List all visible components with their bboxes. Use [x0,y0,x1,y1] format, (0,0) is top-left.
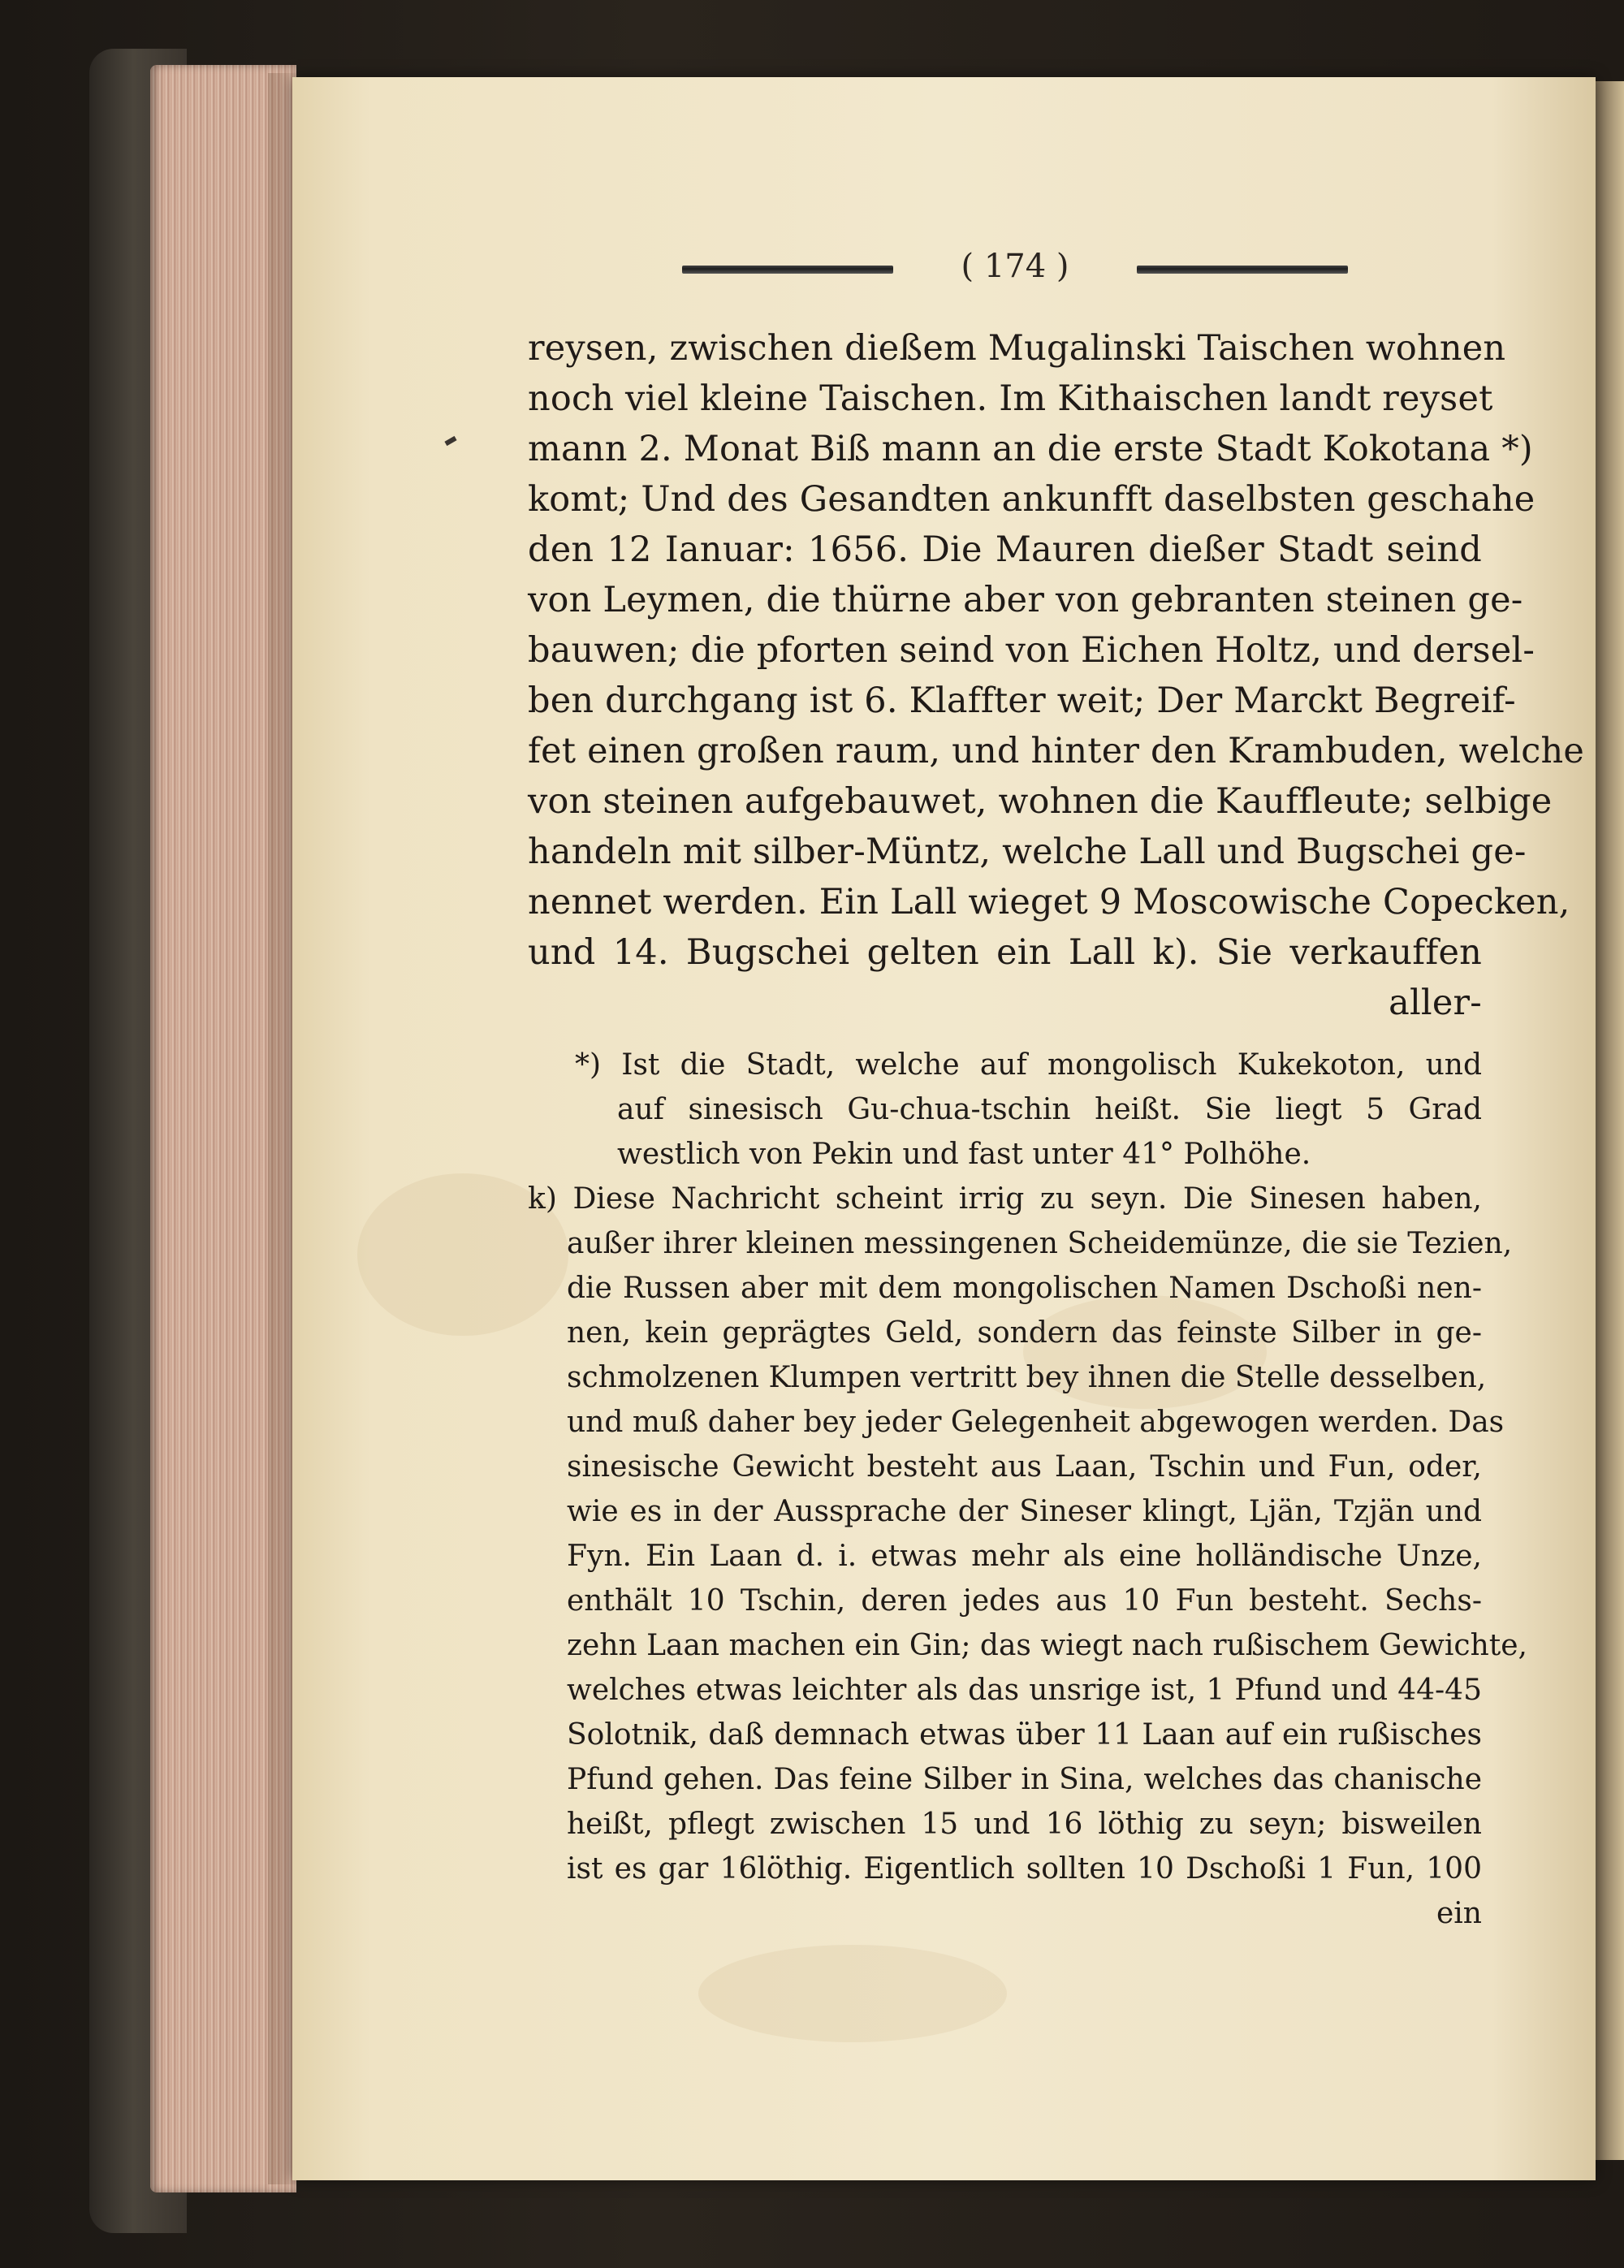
text-line: komt; Und des Gesandten ankunfft daselbsten geschahe [528,479,1535,520]
footnote-line: zehn Laan machen ein Gin; das wiegt nach rußischem Gewichte, [567,1629,1527,1662]
stain-spot [698,1945,1007,2042]
footnote-line: westlich von Pekin und fast unter 41° Polhöhe. [617,1138,1311,1171]
catchword: ein [1436,1897,1482,1930]
text-line: ben durchgang ist 6. Klaffter weit; Der Marckt Begreif- [528,680,1516,721]
footnote-star [528,1043,1482,1177]
footnote-line: nen, kein geprägtes Geld, sondern das feinste Silber in ge- [567,1316,1482,1350]
header-rule-right [1137,266,1348,274]
page-number: ( 174 ) [961,248,1069,285]
footnote-line: enthält 10 Tschin, deren jedes aus 10 Fun besteht. Sechs- [567,1584,1482,1618]
footnote-line: Solotnik, daß demnach etwas über 11 Laan auf ein rußisches [567,1718,1482,1752]
page-header [382,248,1344,296]
footnote-line: außer ihrer kleinen messingenen Scheidemünze, die sie Tezien, [567,1227,1513,1260]
footnotes [528,1043,1527,1936]
text-line: nennet werden. Ein Lall wieget 9 Moscowische Copecken, [528,882,1570,922]
text-line: bauwen; die pforten seind von Eichen Holtz, und dersel- [528,630,1535,671]
footnote-line: und muß daher bey jeder Gelegenheit abgewogen werden. Das [567,1406,1505,1439]
text-line: und 14. Bugschei gelten ein Lall k). Sie verkauffen [528,932,1482,973]
header-rule-left [682,266,893,274]
footnote-line: Pfund gehen. Das feine Silber in Sina, welches das chanische [567,1763,1482,1796]
text-line: mann 2. Monat Biß mann an die erste Stadt Kokotana *) [528,429,1533,469]
footnote-line: ist es gar 16löthig. Eigentlich sollten 10 Dschoßi 1 Fun, 100 [567,1852,1482,1886]
text-line: noch viel kleine Taischen. Im Kithaischen landt reyset [528,378,1493,419]
footnote-line: *) Ist die Stadt, welche auf mongolisch Kukekoton, und [575,1048,1482,1082]
next-page-edge [1596,81,1624,2160]
footnote-line: k) Diese Nachricht scheint irrig zu seyn. Die Sinesen haben, [528,1182,1482,1216]
text-line: den 12 Ianuar: 1656. Die Mauren dießer Stadt seind [528,529,1482,570]
text-line: von Leymen, die thürne aber von gebranten steinen ge- [528,580,1523,620]
footnote-line: welches etwas leichter als das unsrige ist, 1 Pfund und 44-45 [567,1674,1482,1707]
footnote-line: sinesische Gewicht besteht aus Laan, Tschin und Fun, oder, [567,1450,1482,1484]
footnote-line: heißt, pflegt zwischen 15 und 16 löthig zu seyn; bisweilen [567,1808,1482,1841]
footnote-line: die Russen aber mit dem mongolischen Namen Dschoßi nen- [567,1272,1482,1305]
footnote-line: auf sinesisch Gu-chua-tschin heißt. Sie liegt 5 Grad [617,1093,1482,1126]
text-line: fet einen großen raum, und hinter den Krambuden, welche [528,731,1585,771]
footnote-line: wie es in der Aussprache der Sineser klingt, Ljän, Tzjän und [567,1495,1482,1528]
page-text [528,323,1585,1936]
footnote-line: schmolzenen Klumpen vertritt bey ihnen die Stelle desselben, [567,1361,1487,1394]
catchword: aller- [1389,983,1482,1023]
text-line: reysen, zwischen dießem Mugalinski Taischen wohnen [528,328,1506,369]
footnote-line: Fyn. Ein Laan d. i. etwas mehr als eine holländische Unze, [567,1540,1482,1573]
text-line: von steinen aufgebauwet, wohnen die Kauffleute; selbige [528,781,1553,822]
main-text [528,323,1585,1028]
text-line: handeln mit silber-Müntz, welche Lall und Bugschei ge- [528,832,1527,872]
footnote-k [528,1177,1527,1936]
